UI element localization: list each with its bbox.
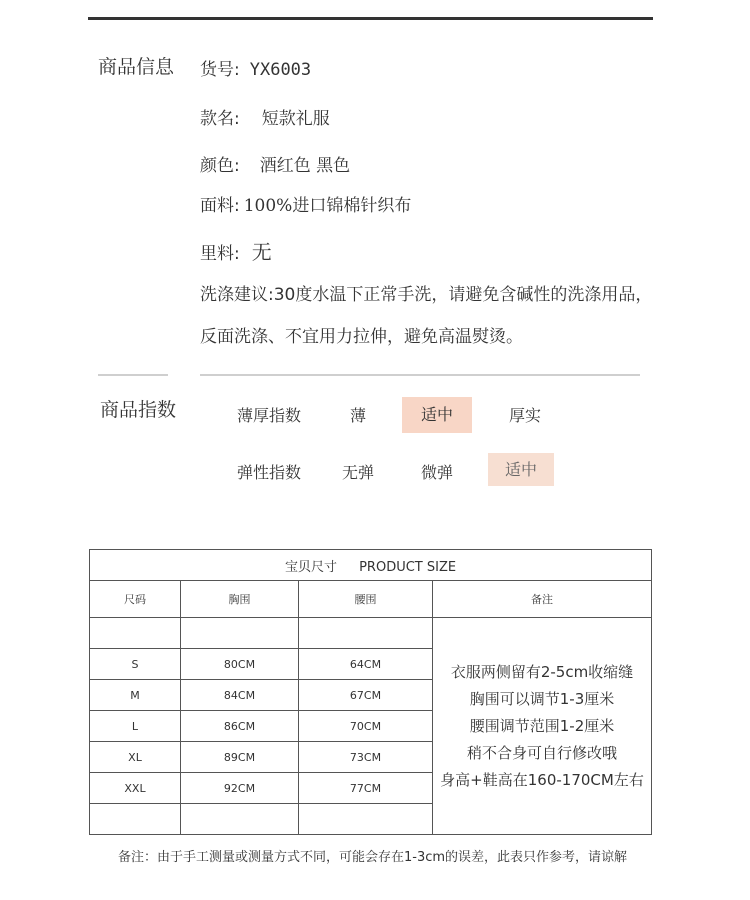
field-value: 短款礼服: [261, 109, 330, 129]
header-notes: 备注: [433, 581, 652, 618]
note-line: 胸围可以调节1-3厘米: [469, 689, 615, 708]
thickness-label: 薄厚指数: [237, 406, 302, 425]
note-line: 衣服两侧留有2-5cm收缩缝: [450, 662, 634, 681]
header-waist: 腰围: [299, 581, 433, 618]
cell-chest: 84CM: [181, 680, 299, 711]
notes-cell: [433, 618, 652, 835]
cell-size: XL: [90, 742, 181, 773]
elasticity-option-medium-selected: 适中: [488, 453, 554, 486]
cell-waist: 70CM: [299, 711, 433, 742]
cell-size: XXL: [90, 773, 181, 804]
section-divider-left: [98, 374, 168, 376]
elasticity-label: 弹性指数: [237, 463, 302, 482]
cell-size: M: [90, 680, 181, 711]
field-fabric: [200, 191, 411, 216]
cell-waist: 77CM: [299, 773, 433, 804]
field-color: [200, 151, 350, 176]
cell-chest: 92CM: [181, 773, 299, 804]
cell-chest: 80CM: [181, 649, 299, 680]
field-label: 款名:: [200, 109, 240, 129]
product-info-title: 商品信息: [98, 56, 175, 78]
header-chest: 胸围: [181, 581, 299, 618]
size-table: [89, 549, 652, 835]
thickness-option-thin: 薄: [350, 406, 367, 425]
note-line: 身高+鞋高在160-170CM左右: [440, 770, 644, 789]
cell-waist: 73CM: [299, 742, 433, 773]
elasticity-option-none: 无弹: [342, 463, 375, 482]
field-item-number: [200, 55, 311, 80]
field-label: 颜色:: [200, 156, 240, 176]
field-label: 面料:: [200, 196, 240, 216]
field-label: 货号:: [200, 60, 240, 80]
field-value: YX6003: [249, 60, 312, 80]
cell-size: S: [90, 649, 181, 680]
field-washing: [200, 280, 652, 305]
caption-cn: 宝贝尺寸: [284, 559, 337, 575]
top-divider: [88, 17, 653, 20]
field-value: 酒红色 黑色: [259, 156, 351, 176]
size-table-caption-row: [90, 550, 652, 581]
size-table-caption: [90, 550, 652, 581]
size-table-header: [90, 581, 652, 618]
field-label: 里料:: [200, 244, 240, 264]
product-index-title: 商品指数: [100, 399, 177, 421]
section-divider: [200, 374, 640, 376]
thickness-option-thick: 厚实: [509, 406, 542, 425]
field-style-name: [200, 104, 330, 129]
field-value: 100%进口锦棉针织布: [243, 196, 412, 216]
field-label: 洗涤建议:: [200, 285, 274, 305]
field-value: 无: [251, 240, 272, 264]
cell-waist: 64CM: [299, 649, 433, 680]
cell-size: L: [90, 711, 181, 742]
thickness-option-medium-selected: 适中: [402, 397, 472, 433]
cell-chest: 86CM: [181, 711, 299, 742]
field-washing-cont: 反面洗涤、不宜用力拉伸，避免高温熨烫。: [200, 327, 523, 347]
field-value: 30度水温下正常手洗，请避免含碱性的洗涤用品，: [273, 285, 653, 305]
cell-waist: 67CM: [299, 680, 433, 711]
note-line: 腰围调节范围1-2厘米: [469, 716, 615, 735]
elasticity-option-slight: 微弹: [421, 463, 454, 482]
table-row-empty: [90, 618, 652, 649]
header-size: 尺码: [90, 581, 181, 618]
caption-en: PRODUCT SIZE: [359, 559, 457, 575]
footer-note: 备注：由于手工测量或测量方式不同，可能会存在1-3cm的误差，此表只作参考，请谅解: [118, 850, 628, 865]
field-lining: [200, 236, 272, 265]
note-line: 稍不合身可自行修改哦: [467, 743, 618, 762]
cell-chest: 89CM: [181, 742, 299, 773]
